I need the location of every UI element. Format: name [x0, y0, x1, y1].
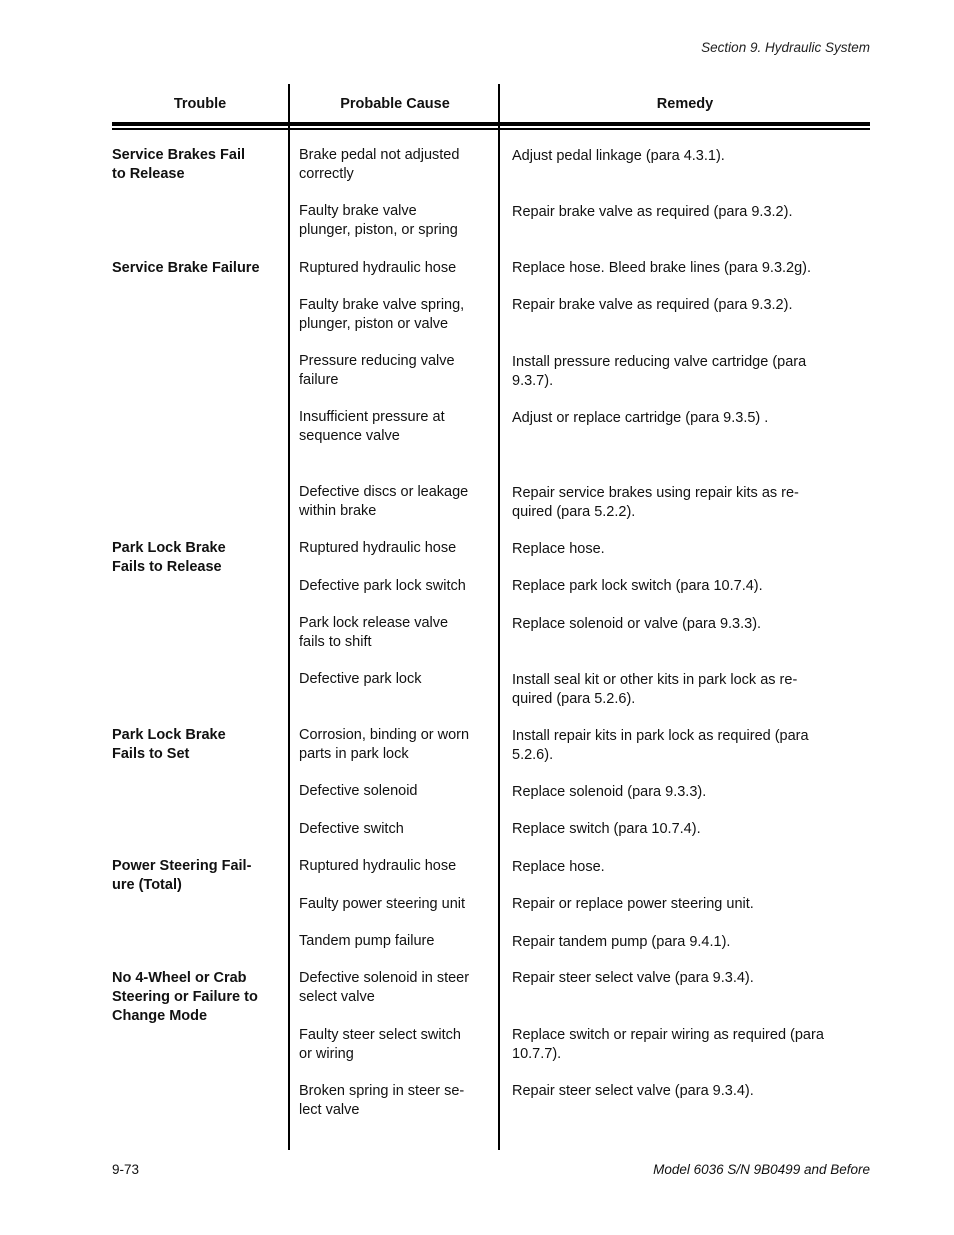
text-line: Park Lock Brake — [112, 540, 226, 556]
remedy-cell — [512, 969, 864, 988]
text-line: plunger, piston, or spring — [299, 222, 458, 238]
text-line: Replace switch (para 10.7.4). — [512, 821, 701, 837]
text-line: Replace switch or repair wiring as required (para — [512, 1027, 824, 1043]
text-line: Broken spring in steer se- — [299, 1083, 465, 1099]
text-line: Insufficient pressure at — [299, 409, 445, 425]
text-line: to Release — [112, 166, 185, 182]
remedy-cell — [512, 540, 864, 559]
text-line: Corrosion, binding or worn — [299, 727, 470, 743]
text-line: Power Steering Fail- — [112, 858, 252, 874]
section-header: Section 9. Hydraulic System — [701, 40, 870, 55]
text-line: Defective solenoid — [299, 783, 418, 799]
column-header-probable-cause: Probable Cause — [340, 96, 450, 112]
text-line: Defective discs or leakage — [299, 484, 469, 500]
probable-cause-cell — [299, 614, 491, 652]
text-line: Defective park lock switch — [299, 578, 466, 594]
remedy-cell — [512, 671, 864, 709]
text-line: Install repair kits in park lock as required (para — [512, 728, 809, 744]
probable-cause-cell — [299, 969, 491, 1007]
text-line: Steering or Failure to — [112, 989, 258, 1005]
text-line: Faulty brake valve — [299, 203, 417, 219]
column-divider-2 — [498, 84, 500, 1150]
text-line: 9.3.7). — [512, 373, 554, 389]
text-line: Repair tandem pump (para 9.4.1). — [512, 934, 731, 950]
text-line: Repair steer select valve (para 9.3.4). — [512, 970, 754, 986]
probable-cause-cell — [299, 296, 491, 334]
text-line: Replace hose. — [512, 541, 605, 557]
header-rule-thick — [112, 122, 870, 126]
text-line: Faulty power steering unit — [299, 896, 466, 912]
text-line: quired (para 5.2.6). — [512, 691, 636, 707]
text-line: Defective park lock — [299, 671, 422, 687]
text-line: Defective solenoid in steer — [299, 970, 470, 986]
text-line: fails to shift — [299, 634, 372, 650]
text-line: Faulty steer select switch — [299, 1027, 461, 1043]
remedy-cell — [512, 296, 864, 315]
probable-cause-cell — [299, 895, 491, 914]
probable-cause-cell — [299, 577, 491, 596]
remedy-cell — [512, 577, 864, 596]
text-line: 5.2.6). — [512, 747, 554, 763]
text-line: Ruptured hydraulic hose — [299, 260, 457, 276]
text-line: 10.7.7). — [512, 1046, 562, 1062]
text-line: Ruptured hydraulic hose — [299, 858, 457, 874]
text-line: correctly — [299, 166, 354, 182]
text-line: lect valve — [299, 1102, 360, 1118]
probable-cause-cell — [299, 539, 491, 558]
text-line: Fails to Release — [112, 559, 222, 575]
text-line: Install seal kit or other kits in park lock as re- — [512, 672, 798, 688]
text-line: Adjust pedal linkage (para 4.3.1). — [512, 148, 725, 164]
text-line: Park Lock Brake — [112, 727, 226, 743]
text-line: Repair service brakes using repair kits as re- — [512, 485, 799, 501]
text-line: Change Mode — [112, 1008, 208, 1024]
remedy-cell — [512, 820, 864, 839]
text-line: ure (Total) — [112, 877, 182, 893]
text-line: Service Brakes Fail — [112, 147, 246, 163]
text-line: Replace hose. Bleed brake lines (para 9.3.2g). — [512, 260, 812, 276]
probable-cause-cell — [299, 1026, 491, 1064]
text-line: Fails to Set — [112, 746, 190, 762]
text-line: Replace park lock switch (para 10.7.4). — [512, 578, 763, 594]
remedy-cell — [512, 259, 864, 278]
trouble-label — [112, 726, 282, 764]
text-line: Service Brake Failure — [112, 260, 260, 276]
text-line: Replace hose. — [512, 859, 605, 875]
probable-cause-cell — [299, 202, 491, 240]
text-line: within brake — [299, 503, 377, 519]
remedy-cell — [512, 727, 864, 765]
text-line: select valve — [299, 989, 375, 1005]
text-line: parts in park lock — [299, 746, 409, 762]
text-line: Repair steer select valve (para 9.3.4). — [512, 1083, 754, 1099]
probable-cause-cell — [299, 820, 491, 839]
remedy-cell — [512, 933, 864, 952]
trouble-label — [112, 969, 282, 1026]
column-header-trouble: Trouble — [173, 96, 227, 112]
probable-cause-cell — [299, 932, 491, 951]
probable-cause-cell — [299, 352, 491, 390]
probable-cause-cell — [299, 726, 491, 764]
text-line: plunger, piston or valve — [299, 316, 449, 332]
trouble-label — [112, 857, 282, 895]
remedy-cell — [512, 147, 864, 166]
remedy-cell — [512, 409, 864, 428]
remedy-cell — [512, 203, 864, 222]
probable-cause-cell — [299, 782, 491, 801]
text-line: Install pressure reducing valve cartridge (para — [512, 354, 807, 370]
remedy-cell — [512, 1026, 864, 1064]
text-line: Pressure reducing valve — [299, 353, 455, 369]
text-line: Adjust or replace cartridge (para 9.3.5) . — [512, 410, 769, 426]
text-line: Park lock release valve — [299, 615, 449, 631]
text-line: failure — [299, 372, 339, 388]
probable-cause-cell — [299, 857, 491, 876]
remedy-cell — [512, 858, 864, 877]
model-footer: Model 6036 S/N 9B0499 and Before — [653, 1162, 870, 1177]
text-line: Repair or replace power steering unit. — [512, 896, 754, 912]
text-line: Repair brake valve as required (para 9.3.2). — [512, 204, 793, 220]
probable-cause-cell — [299, 408, 491, 446]
text-line: Tandem pump failure — [299, 933, 435, 949]
text-line: quired (para 5.2.2). — [512, 504, 636, 520]
remedy-cell — [512, 895, 864, 914]
column-header-remedy: Remedy — [656, 96, 714, 112]
remedy-cell — [512, 615, 864, 634]
probable-cause-cell — [299, 1082, 491, 1120]
trouble-label — [112, 539, 282, 577]
column-divider-1 — [288, 84, 290, 1150]
remedy-cell — [512, 1082, 864, 1101]
trouble-label — [112, 259, 282, 278]
probable-cause-cell — [299, 670, 491, 689]
trouble-label — [112, 146, 282, 184]
text-line: Replace solenoid (para 9.3.3). — [512, 784, 707, 800]
remedy-cell — [512, 353, 864, 391]
text-line: sequence valve — [299, 428, 400, 444]
remedy-cell — [512, 484, 864, 522]
remedy-cell — [512, 783, 864, 802]
text-line: Replace solenoid or valve (para 9.3.3). — [512, 616, 762, 632]
text-line: Repair brake valve as required (para 9.3.2). — [512, 297, 793, 313]
probable-cause-cell — [299, 259, 491, 278]
header-rule-thin — [112, 128, 870, 130]
probable-cause-cell — [299, 146, 491, 184]
text-line: No 4-Wheel or Crab — [112, 970, 247, 986]
text-line: or wiring — [299, 1046, 354, 1062]
text-line: Ruptured hydraulic hose — [299, 540, 457, 556]
text-line: Faulty brake valve spring, — [299, 297, 465, 313]
probable-cause-cell — [299, 483, 491, 521]
page-number: 9-73 — [112, 1162, 140, 1177]
text-line: Defective switch — [299, 821, 404, 837]
text-line: Brake pedal not adjusted — [299, 147, 460, 163]
